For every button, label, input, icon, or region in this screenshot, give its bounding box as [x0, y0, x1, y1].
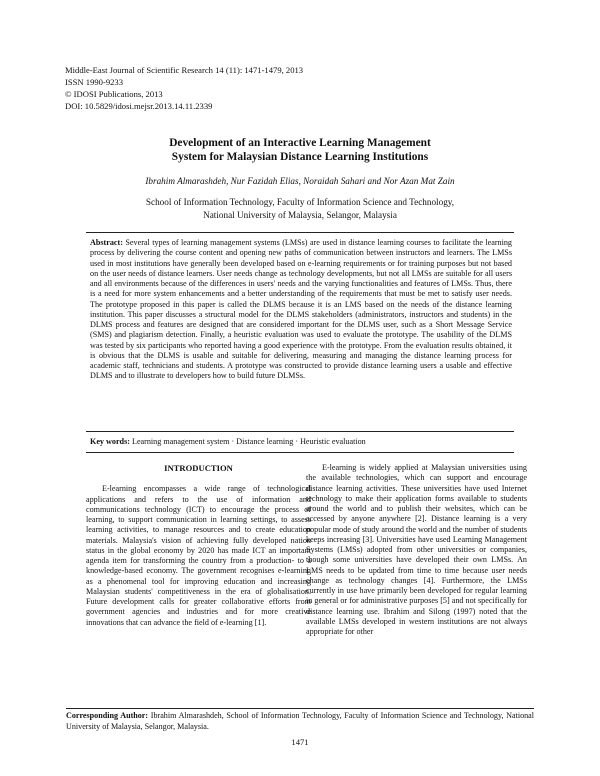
journal-citation: Middle-East Journal of Scientific Research 14 (11): 1471-1479, 2013	[65, 65, 304, 75]
abstract-text: Several types of learning management systems (LMSs) are used in distance learning courses to facilitate the learning process by delivering the course content and opening new paths of communication between instructors and learners. The LMSs used in most institutions have generally been developed based on e-learning requirements or for training purposes but not based on the user needs of distance learners. User needs change as technology developments, but not all LMSs are suitable for all users and all environments because of the differences in users' needs and the varying functionalities and features of LMSs. Thus, there is a need for more system enhancements and a better understanding of the requirements that must be met to satisfy user needs. The prototype proposed in this paper is called the DLMS because it is an LMS based on the needs of the distance learning institution. This paper discusses a structural model for the DLMS stakeholders (administrators, instructors and students) in the DLMS process and features are designed that are considered important for the DLMS user, such as a Short Message Service (SMS) and plagiarism detection. Finally, a heuristic evaluation was used to evaluate the prototype. The usability of the DLMS was tested by six participants who reported having a good experience with the prototype. From the evaluation results obtained, it is obvious that the DLMS is usable and suitable for delivering, measuring and managing the distance learning process for academic staff, technicians and students. A prototype was constructed to provide distance learning users a usable and effective DLMS and to illustrate to developers how to build future DLMSs.	[90, 238, 512, 381]
paper-title-line2: System for Malaysian Distance Learning Institutions	[171, 151, 429, 163]
journal-doi: DOI: 10.5829/idosi.mejsr.2013.14.11.2339	[65, 101, 213, 111]
paper-title	[60, 136, 540, 164]
paper-authors: Ibrahim Almarashdeh, Nur Fazidah Elias, Noraidah Sahari and Nor Azan Mat Zain	[145, 176, 455, 186]
abstract-bottom-rule	[86, 431, 514, 432]
journal-issn: ISSN 1990-9233	[65, 77, 124, 87]
keywords	[90, 437, 512, 446]
affiliation-line2: National University of Malaysia, Selangor, Malaysia	[203, 210, 397, 220]
corresponding-author-footnote	[66, 711, 534, 732]
affiliation-line1: School of Information Technology, Faculty of Information Science and Technology,	[145, 197, 455, 207]
journal-copyright: © IDOSI Publications, 2013	[65, 89, 163, 99]
abstract	[90, 238, 512, 382]
footnote-label: Corresponding Author:	[66, 711, 149, 720]
abstract-top-rule	[86, 232, 514, 233]
journal-header	[65, 64, 303, 112]
left-column	[86, 463, 311, 628]
keywords-text: Learning management system · Distance learning · Heuristic evaluation	[129, 437, 366, 446]
right-column	[306, 463, 527, 637]
affiliation	[60, 196, 540, 222]
intro-paragraph-left: E-learning encompasses a wide range of technological applications and refers to the use of information and communications technology (ICT) to encourage the process of learning, to support communication in learning settings, to assess learning activities, to manage resources and to create education materials. Malaysia's vision of achieving fully developed nation status in the global economy by 2020 has made ICT an important agenda item for transforming the country from a production- to a knowledge-based economy. The government recognises e-learning as a phenomenal tool for improving education and increasing Malaysian students' competitiveness in the era of globalisation. Future development calls for greater collaborative efforts from government agencies and industries and for more creative innovations that can advance the field of e-learning [1].	[86, 484, 311, 627]
footnote-text: Ibrahim Almarashdeh, School of Information Technology, Faculty of Information Science and Technology, National University of Malaysia, Selangor, Malaysia.	[66, 711, 535, 731]
abstract-label: Abstract:	[90, 238, 123, 247]
section-heading-introduction: INTRODUCTION	[164, 463, 233, 473]
page-number: 1471	[291, 737, 309, 747]
keywords-label: Key words:	[90, 437, 130, 446]
keywords-rule	[86, 452, 514, 453]
footnote-rule	[66, 708, 534, 709]
paper-title-line1: Development of an Interactive Learning Management	[169, 137, 431, 149]
intro-paragraph-right: E-learning is widely applied at Malaysian universities using the available technologies, which can support and encourage distance learning activities. These universities have used Internet technology to make their application forms available to students around the world and to publish their websites, which can be accessed by anyone anywhere [2]. Distance learning is a very popular mode of study around the world and the number of students keeps increasing [3]. Universities have used Learning Management Systems (LMSs) adopted from other universities or companies, though some universities have developed their own LMSs. An LMS needs to be updated from time to time because user needs change as technology changes [4]. Furthermore, the LMSs currently in use have primarily been developed for regular learning in general or for administrative purposes [5] and not specifically for distance learning use. Ibrahim and Silong (1997) noted that the available LMSs developed in western institutions are not always appropriate for other	[306, 463, 527, 636]
